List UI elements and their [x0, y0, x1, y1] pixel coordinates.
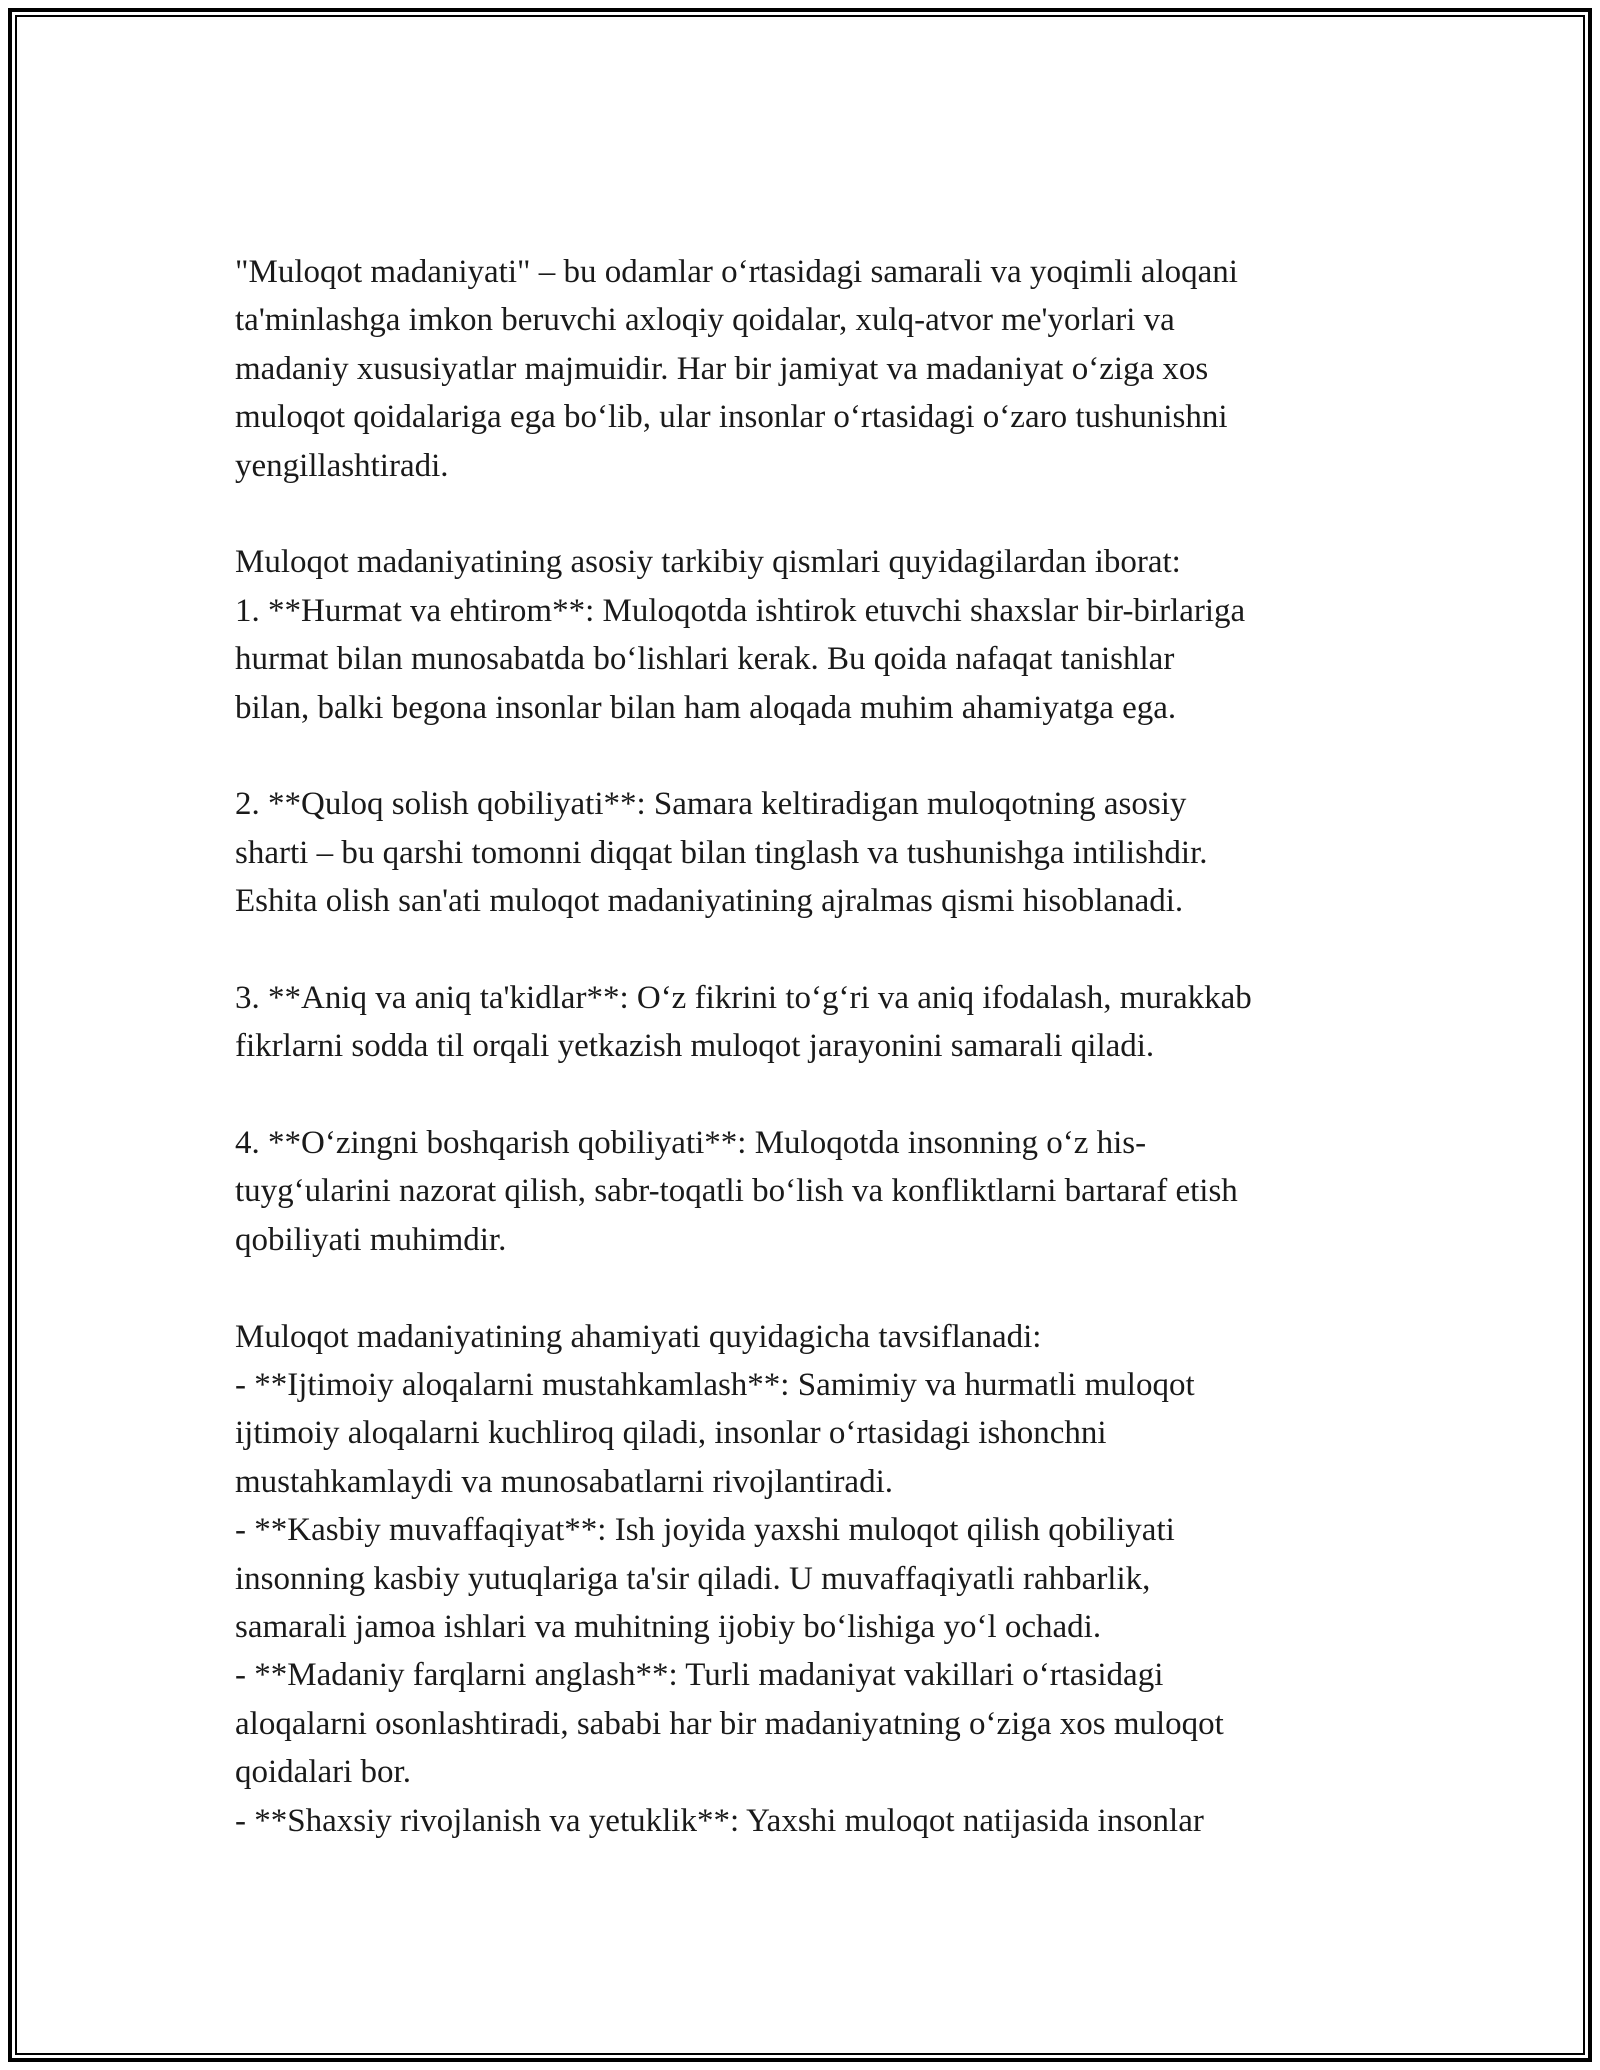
text-line: aloqalarni osonlashtiradi, sababi har bir madaniyatning oʻziga xos muloqot: [235, 1705, 1224, 1742]
text-line: samarali jamoa ishlari va muhitning ijobiy boʻlishiga yoʻl ochadi.: [235, 1608, 1102, 1645]
paragraph-gap: [235, 490, 1385, 538]
paragraph-gap: [235, 1264, 1385, 1312]
text-line: tuygʻularini nazorat qilish, sabr-toqatli boʻlish va konfliktlarni bartaraf etish: [235, 1173, 1238, 1210]
text-line: - **Kasbiy muvaffaqiyat**: Ish joyida yaxshi muloqot qilish qobiliyati: [235, 1512, 1175, 1549]
paragraph-gap: [235, 925, 1385, 973]
text-line: Eshita olish san'ati muloqot madaniyatining ajralmas qismi hisoblanadi.: [235, 883, 1184, 920]
text-line: 4. **Oʻzingni boshqarish qobiliyati**: Muloqotda insonning oʻz his-: [235, 1125, 1147, 1162]
text-line: qoidalari bor.: [235, 1754, 411, 1791]
text-line: 1. **Hurmat va ehtirom**: Muloqotda ishtirok etuvchi shaxslar bir-birlariga: [235, 592, 1246, 629]
text-line: ijtimoiy aloqalarni kuchliroq qiladi, insonlar oʻrtasidagi ishonchni: [235, 1415, 1107, 1452]
text-line: 3. **Aniq va aniq ta'kidlar**: Oʻz fikrini toʻgʻri va aniq ifodalash, murakkab: [235, 979, 1252, 1016]
text-line: - **Shaxsiy rivojlanish va yetuklik**: Yaxshi muloqot natijasida insonlar: [235, 1802, 1204, 1839]
text-line: Muloqot madaniyatining asosiy tarkibiy qismlari quyidagilardan iborat:: [235, 544, 1181, 581]
text-line: sharti – bu qarshi tomonni diqqat bilan tinglash va tushunishga intilishdir.: [235, 834, 1208, 871]
paragraph-gap: [235, 1071, 1385, 1119]
text-line: madaniy xususiyatlar majmuidir. Har bir jamiyat va madaniyat oʻziga xos: [235, 350, 1209, 387]
text-line: muloqot qoidalariga ega boʻlib, ular insonlar oʻrtasidagi oʻzaro tushunishni: [235, 399, 1228, 436]
text-line: bilan, balki begona insonlar bilan ham aloqada muhim ahamiyatga ega.: [235, 689, 1177, 726]
document-body: [235, 248, 1385, 1845]
text-line: qobiliyati muhimdir.: [235, 1221, 507, 1258]
text-line: Muloqot madaniyatining ahamiyati quyidagicha tavsiflanadi:: [235, 1318, 1042, 1355]
text-line: mustahkamlaydi va munosabatlarni rivojlantiradi.: [235, 1463, 894, 1500]
text-line: - **Madaniy farqlarni anglash**: Turli madaniyat vakillari oʻrtasidagi: [235, 1657, 1164, 1694]
paragraph-gap: [235, 732, 1385, 780]
text-line: 2. **Quloq solish qobiliyati**: Samara keltiradigan muloqotning asosiy: [235, 786, 1187, 823]
text-line: insonning kasbiy yutuqlariga ta'sir qiladi. U muvaffaqiyatli rahbarlik,: [235, 1560, 1151, 1597]
text-line: "Muloqot madaniyati" – bu odamlar oʻrtasidagi samarali va yoqimli aloqani: [235, 254, 1238, 290]
text-line: yengillashtiradi.: [235, 447, 449, 484]
text-line: ta'minlashga imkon beruvchi axloqiy qoidalar, xulq-atvor me'yorlari va: [235, 302, 1175, 339]
text-line: hurmat bilan munosabatda boʻlishlari kerak. Bu qoida nafaqat tanishlar: [235, 641, 1175, 678]
text-line: fikrlarni sodda til orqali yetkazish muloqot jarayonini samarali qiladi.: [235, 1028, 1155, 1065]
text-line: - **Ijtimoiy aloqalarni mustahkamlash**: Samimiy va hurmatli muloqot: [235, 1366, 1195, 1403]
